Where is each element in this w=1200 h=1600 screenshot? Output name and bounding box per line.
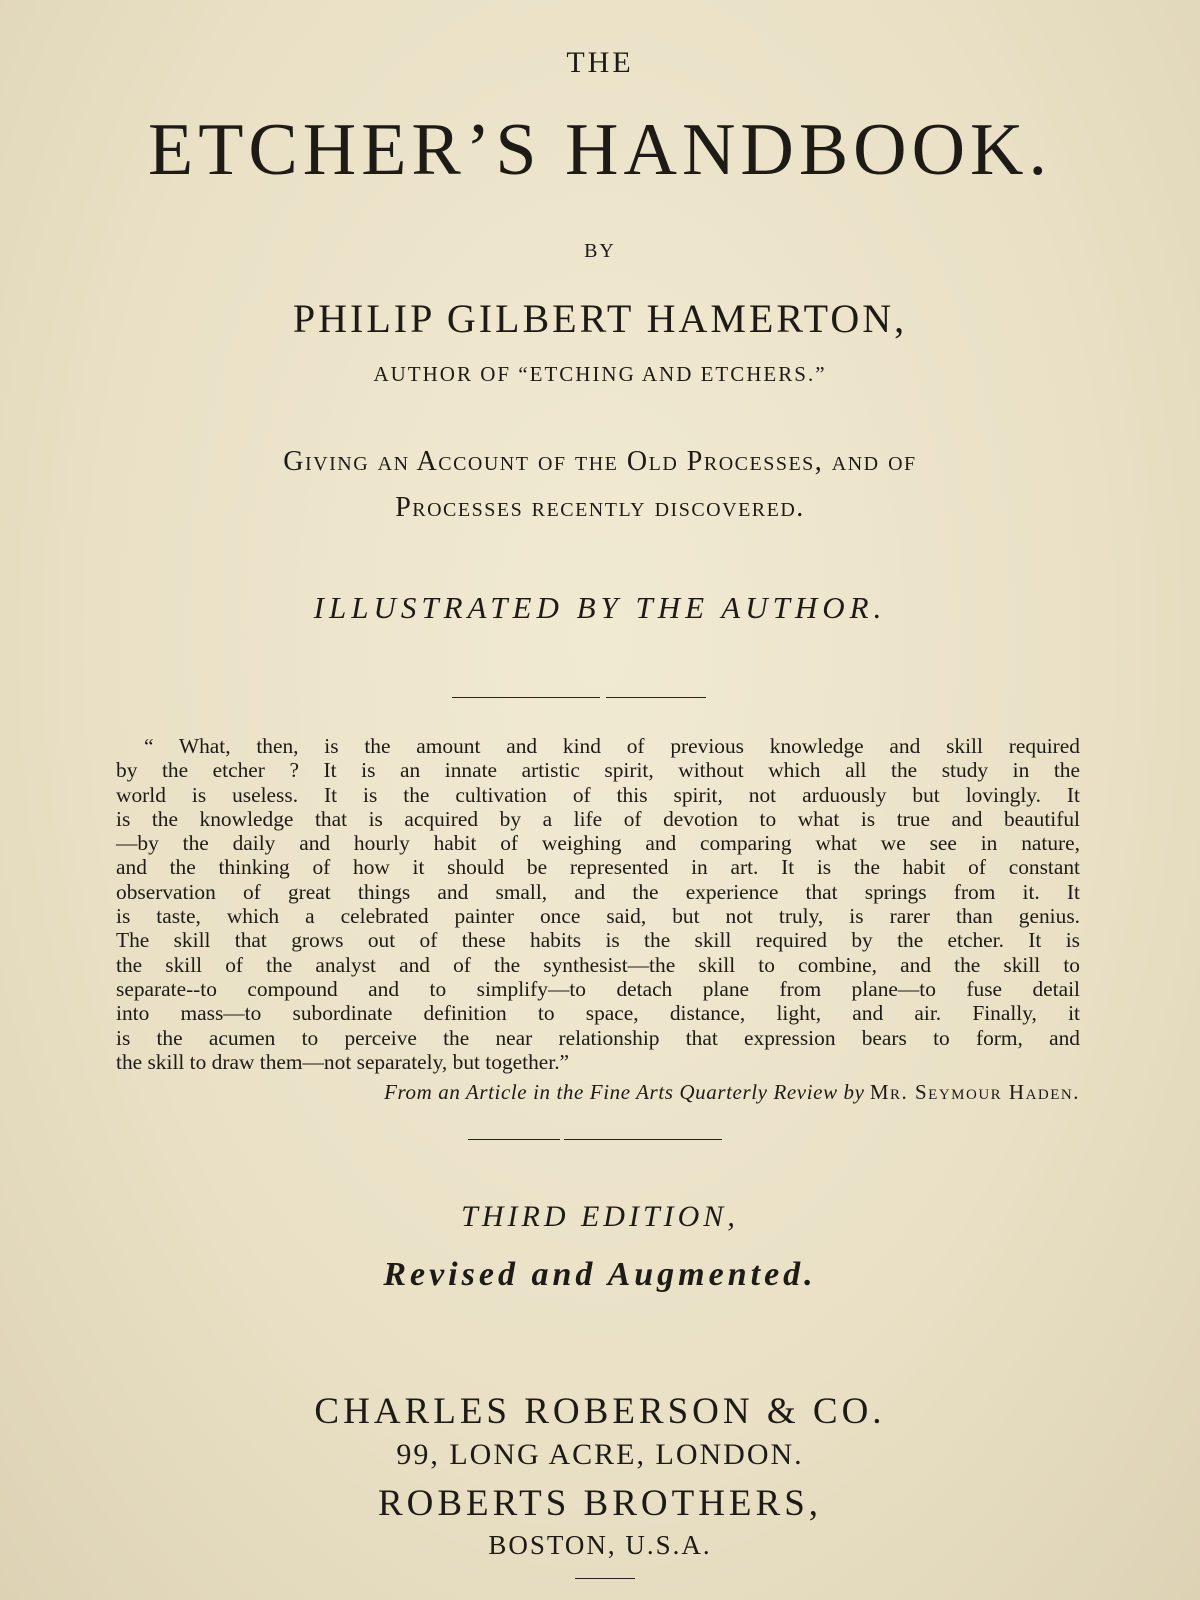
publisher-name: CHARLES ROBERSON & CO. <box>314 1391 886 1432</box>
quote-line: into mass—to subordinate definition to space, distance, light, and air. Finally, it <box>116 1001 1080 1026</box>
divider-rule <box>606 697 706 698</box>
quote-line: is taste, which a celebrated painter once said, but not truly, is rarer than genius. <box>116 904 1080 929</box>
author-credentials: AUTHOR OF “ETCHING AND ETCHERS.” <box>373 362 827 386</box>
quote-line: —by the daily and hourly habit of weighing and comparing what we see in nature, <box>116 831 1080 856</box>
quote-line: “ What, then, is the amount and kind of previous knowledge and skill required <box>144 734 1080 758</box>
quote-line: separate--to compound and to simplify—to detach plane from plane—to fuse detail <box>116 976 1080 1001</box>
author-name: PHILIP GILBERT HAMERTON, <box>292 296 908 341</box>
subtitle-line-1: Giving an Account of the Old Processes, and of <box>283 446 917 477</box>
quote-line: is the knowledge that is acquired by a life of devotion to what is true and beautiful <box>116 806 1080 831</box>
divider-rule <box>564 1139 722 1140</box>
divider-rule <box>575 1578 635 1579</box>
quote-line: by the etcher ? It is an innate artistic spirit, without which all the study in the <box>116 758 1080 783</box>
illustrated-by: ILLUSTRATED BY THE AUTHOR. <box>313 590 887 625</box>
subtitle-line-2: Processes recently discovered. <box>395 492 805 523</box>
revised-label: Revised and Augmented. <box>383 1256 817 1293</box>
co-publisher-city: BOSTON, U.S.A. <box>488 1530 712 1560</box>
quote-source-author: Mr. Seymour Haden. <box>869 1080 1080 1104</box>
quote-line: the skill to draw them—not separately, but together.” <box>116 1049 570 1074</box>
co-publisher-name: ROBERTS BROTHERS, <box>377 1483 823 1524</box>
book-title: ETCHER’S HANDBOOK. <box>148 109 1052 191</box>
title-article: THE <box>566 46 634 79</box>
quote-line: The skill that grows out of these habits is the skill required by the etcher. It is <box>116 928 1080 953</box>
quote-line: is the acumen to perceive the near relationship that expression bears to form, and <box>116 1025 1080 1050</box>
by-line: BY <box>584 240 616 262</box>
quote-line: observation of great things and small, and the experience that springs from it. It <box>116 879 1080 904</box>
quote-source <box>150 1080 1080 1105</box>
epigraph-quote <box>116 734 1080 1074</box>
quote-line: and the thinking of how it should be represented in art. It is the habit of constant <box>116 855 1080 880</box>
quote-source-title: From an Article in the Fine Arts Quarterly Review by <box>384 1080 865 1104</box>
edition-label: THIRD EDITION, <box>461 1200 739 1233</box>
divider-rule <box>468 1139 560 1140</box>
quote-line: world is useless. It is the cultivation of this spirit, not arduously but lovingly. It <box>116 782 1080 807</box>
publisher-address: 99, LONG ACRE, LONDON. <box>396 1438 804 1471</box>
quote-line: the skill of the analyst and of the synthesist—the skill to combine, and the skill to <box>116 952 1080 977</box>
divider-rule <box>452 697 600 698</box>
